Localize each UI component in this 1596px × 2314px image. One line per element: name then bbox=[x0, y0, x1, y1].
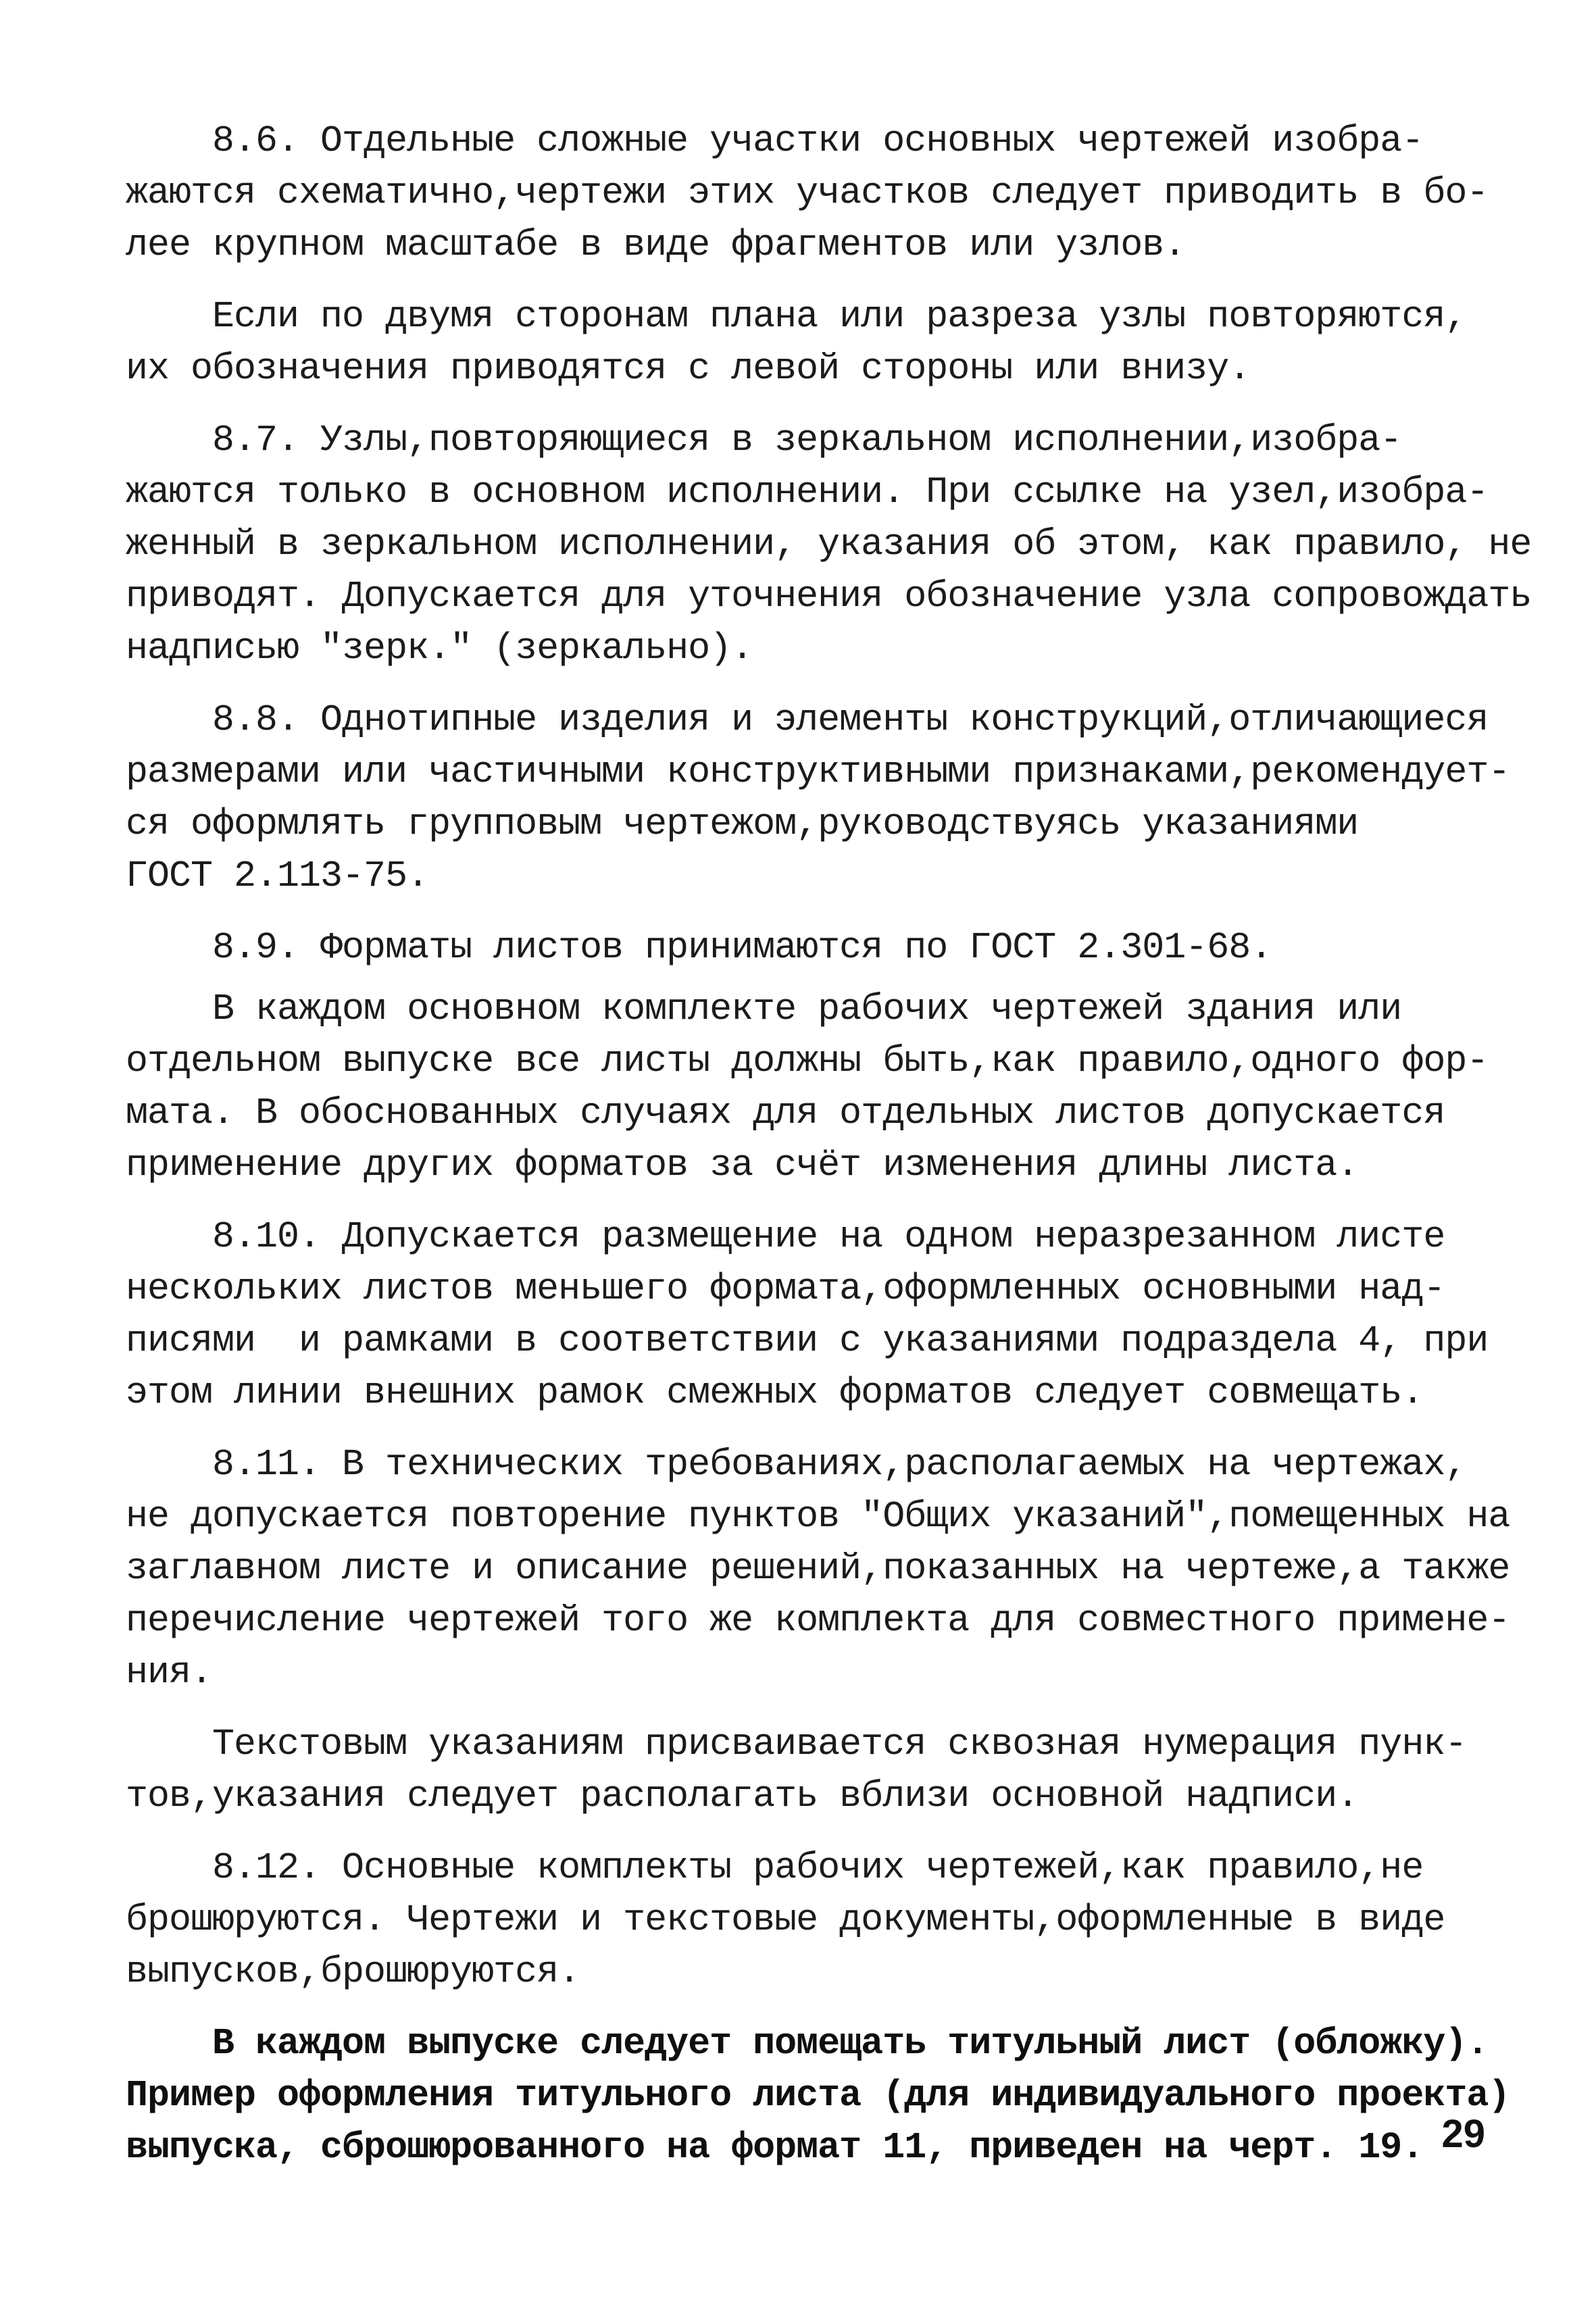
paragraph-8-12: 8.12. Основные комплекты рабочих чертежей,как правило,не брошюруются. Чертежи и текстовые документы,оформленные в виде выпусков,брошюруются. bbox=[126, 1846, 1445, 1993]
paragraph-text-numbering: Текстовым указаниям присваивается сквозная нумерация пунк- тов,указания следует располагать вблизи основной надписи. bbox=[126, 1723, 1467, 1817]
page-number: 29 bbox=[1441, 2112, 1485, 2156]
paragraph-8-6: 8.6. Отдельные сложные участки основных чертежей изобра- жаются схематично,чертежи этих участков следует приводить в бо- лее крупном масштабе в виде фрагментов или узлов. bbox=[126, 120, 1489, 266]
paragraph-8-10: 8.10. Допускается размещение на одном неразрезанном листе нескольких листов меньшего формата,оформленных основными над- писями и рамками в соответствии с указаниями подраздела 4, при этом линии внешних рамок смежных форматов следует совмещать. bbox=[126, 1215, 1489, 1414]
paragraph-8-9: 8.9. Форматы листов принимаются по ГОСТ 2.301-68. bbox=[126, 926, 1272, 969]
paragraph-8-11: 8.11. В технических требованиях,располагаемых на чертежах, не допускается повторение пунктов "Общих указаний",помещенных на заглавном листе и описание решений,показанных на чертеже,а также перечисление чертежей того же комплекта для совместного примене- ния. bbox=[126, 1443, 1510, 1694]
paragraph-8-7: 8.7. Узлы,повторяющиеся в зеркальном исполнении,изобра- жаются только в основном исполнении. При ссылке на узел,изобра- женный в зеркальном исполнении, указания об этом, как правило, не приводят. Допускается для уточнения обозначение узла сопровождать надписью "зерк." (зеркально). bbox=[126, 419, 1532, 670]
paragraph-title-sheet: В каждом выпуске следует помещать титульный лист (обложку). Пример оформления титульного листа (для индивидуального проекта) выпуска, сброшюрованного на формат 11, приведен на черт. 19. bbox=[126, 2022, 1510, 2169]
body-text bbox=[126, 115, 1532, 2173]
paragraph-sheet-formats: В каждом основном комплекте рабочих чертежей здания или отдельном выпуске все листы должны быть,как правило,одного фор- мата. В обоснованных случаях для отдельных листов допускается применение других форматов за счёт изменения длины листа. bbox=[126, 988, 1489, 1186]
paragraph-repeated-nodes: Если по двумя сторонам плана или разреза узлы повторяются, их обозначения приводятся с левой стороны или внизу. bbox=[126, 295, 1467, 390]
paragraph-8-8: 8.8. Однотипные изделия и элементы конструкций,отличающиеся размерами или частичными конструктивными признаками,рекомендует- ся оформлять групповым чертежом,руководствуясь указаниями ГОСТ 2.113-75. bbox=[126, 699, 1510, 897]
